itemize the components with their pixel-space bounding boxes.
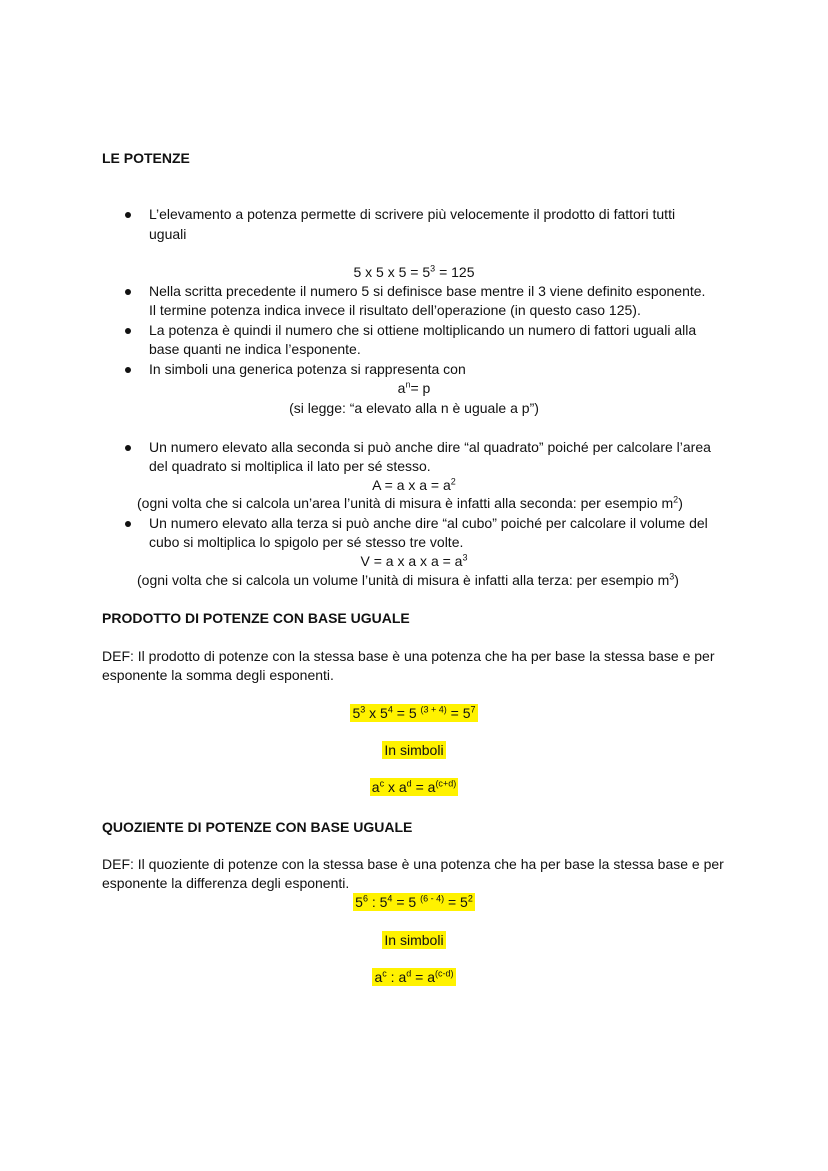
section-title-potenze: LE POTENZE — [102, 150, 190, 166]
volume-formula: V = a x a x $a = a^3$ — [360, 552, 468, 569]
bullet-dot — [125, 367, 131, 373]
section-title-quoziente: QUOZIENTE DI POTENZE CON BASE UGUALE — [102, 819, 413, 835]
area-formula: A = a x $a = a^2$ — [372, 476, 456, 493]
bullet-dot — [125, 521, 131, 527]
bullet-text-6b: cubo si moltiplica lo spigolo per sé stesso tre volte. — [149, 534, 464, 550]
example-equation: 5 x 5 x $5 = 5^3 = 125$ — [353, 263, 475, 280]
section-title-prodotto: PRODOTTO DI POTENZE CON BASE UGUALE — [102, 610, 410, 626]
definition-text-a: DEF: Il prodotto di potenze con la stessa base è una potenza che ha per base la stessa base e per — [102, 648, 715, 664]
bullet-dot — [125, 445, 131, 451]
definition-text-b: esponente la somma degli esponenti. — [102, 667, 334, 683]
formula-reading: (si legge: “a elevato alla n è uguale a p”) — [289, 400, 539, 416]
area-note: (ogni volta che si calcola un’area l’unità di misura è infatti alla seconda: per esempio $m^2$) — [137, 494, 683, 511]
symbols-label: In simboli — [384, 742, 444, 758]
bullet-text-5b: del quadrato si moltiplica il lato per sé stesso. — [149, 458, 431, 474]
quotient-rule: $a^c$ : $a^d = a^{(c-d)}$ — [374, 968, 454, 985]
bullet-text-2a: Nella scritta precedente il numero 5 si definisce base mentre il 3 viene definito esponente. — [149, 283, 706, 299]
bullet-text-3a: La potenza è quindi il numero che si ottiene moltiplicando un numero di fattori uguali alla — [149, 322, 697, 338]
product-rule: $a^c$ x $a^d = a^{(c+d)}$ — [371, 778, 457, 795]
symbols-label: In simboli — [384, 932, 444, 948]
bullet-text-3b: base quanti ne indica l’esponente. — [149, 341, 361, 357]
product-example: $5^3$ x $5^4 = 5$ $^{(3 + 4)} = 5^7$ — [352, 704, 476, 721]
volume-note: (ogni volta che si calcola un volume l’unità di misura è infatti alla terza: per esempio $m^3$) — [137, 571, 679, 588]
bullet-dot — [125, 289, 131, 295]
bullet-text-5a: Un numero elevato alla seconda si può anche dire “al quadrato” poiché per calcolare l’area — [149, 439, 711, 455]
definition-text-a: DEF: Il quoziente di potenze con la stessa base è una potenza che ha per base la stessa base e per — [102, 856, 724, 872]
bullet-text-2b: Il termine potenza indica invece il risultato dell’operazione (in questo caso 125). — [149, 302, 641, 318]
definition-text-b: esponente la differenza degli esponenti. — [102, 875, 350, 891]
quotient-example: $5^6$ : $5^4 = 5$ $^{(6 - 4)} = 5^2$ — [355, 893, 473, 910]
bullet-text-4: In simboli una generica potenza si rappresenta con — [149, 361, 466, 377]
bullet-text-1b: uguali — [149, 226, 187, 242]
bullet-text-6a: Un numero elevato alla terza si può anche dire “al cubo” poiché per calcolare il volume del — [149, 515, 708, 531]
bullet-dot — [125, 328, 131, 334]
generic-power-formula: $a^n= p$ — [397, 379, 431, 396]
bullet-text-1a: L’elevamento a potenza permette di scrivere più velocemente il prodotto di fattori tutti — [149, 206, 676, 222]
bullet-dot — [125, 212, 131, 218]
